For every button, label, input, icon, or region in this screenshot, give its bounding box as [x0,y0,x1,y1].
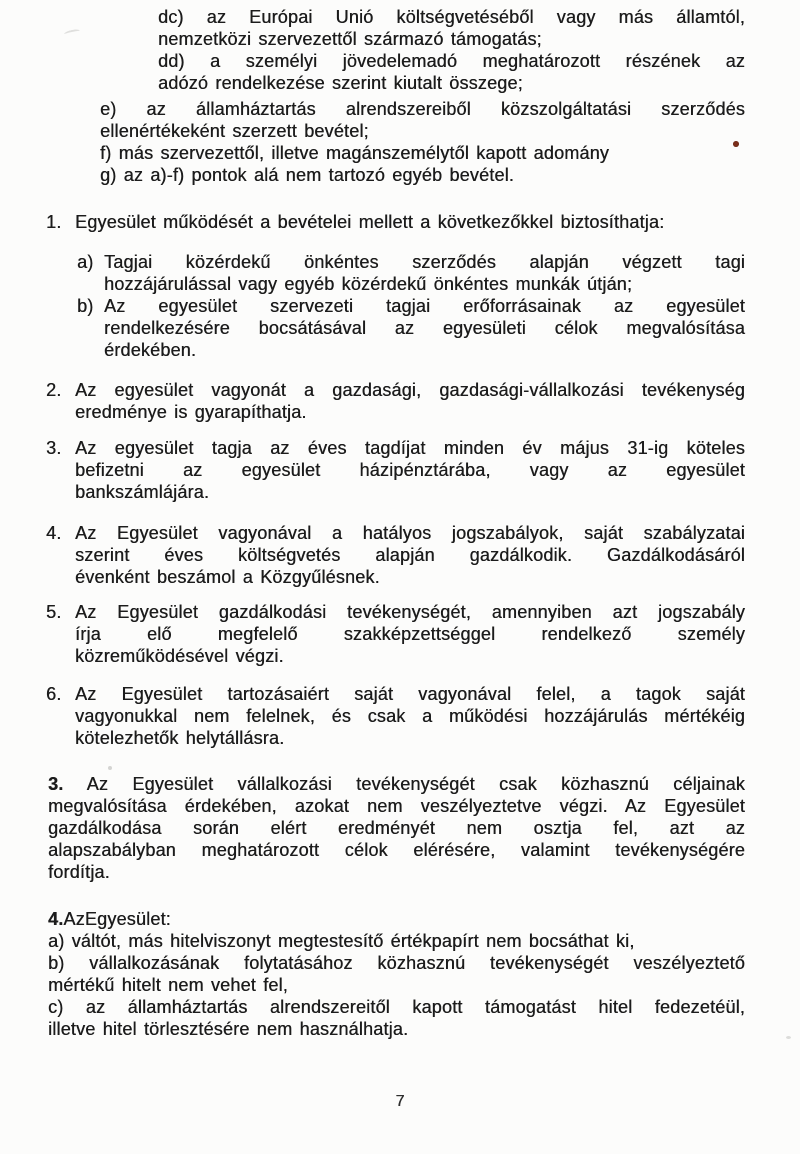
scan-smudge [786,1036,791,1039]
text-line: illetve hitel törlesztésére nem használhatja. [48,1019,409,1039]
text-line: alapszabályban meghatározott célok elérésére, valamint tevékenységére [48,840,745,860]
text-line: hozzájárulással vagy egyéb közérdekű önkéntes munkák útján; [104,274,633,294]
text-line: Tagjai közérdekű önkéntes szerződés alapján végzett tagi [104,252,745,272]
text-line: Az Egyesület gazdálkodási tevékenységét, amennyiben azt jogszabály [75,602,745,622]
numbered-item-4 [46,522,745,588]
text-line: eredménye is gyarapíthatja. [75,402,307,422]
list-marker: a) [77,252,94,272]
text-line: c) az államháztartás alrendszereitől kapott támogatást hitel fedezetéül, [48,997,745,1017]
list-item-f [100,142,745,164]
section-3-paragraph [48,773,745,883]
numbered-item-5 [46,601,745,667]
numbered-item-1 [46,211,745,233]
section-4-heading [48,908,745,930]
text-line: szerint éves költségvetés alapján gazdálkodik. Gazdálkodásáról [75,545,745,565]
section-4-item-a [48,930,745,952]
scan-smudge [64,28,81,36]
scan-smudge [108,766,112,770]
text-line: fordítja. [48,862,110,882]
text-line: Az Egyesület tartozásaiért saját vagyonával felel, a tagok saját [75,684,745,704]
text-line: dc) az Európai Unió költségvetéséből vagy más államtól, [158,7,745,27]
text-line: Az egyesület szervezeti tagjai erőforrásainak az egyesület [104,296,745,316]
item-lines [104,251,745,295]
text-line: mértékű hitelt nem vehet fel, [48,975,288,995]
text-line: nemzetközi szervezettől származó támogatás; [158,29,542,49]
item-lines [75,211,745,233]
list-item-g [100,164,745,186]
list-item-e [100,98,745,142]
item-lines [75,522,745,588]
text-line: a) váltót, más hitelviszonyt megtestesítő értékpapírt nem bocsáthat ki, [48,931,635,951]
section-4-item-b [48,952,745,996]
text-line: g) az a)-f) pontok alá nem tartozó egyéb bevétel. [100,165,515,185]
text-line: Egyesület működését a bevételei mellett a következőkkel biztosíthatja: [75,212,665,232]
list-marker: 1. [46,212,62,232]
page-number: 7 [395,1093,405,1110]
list-marker: b) [77,296,94,316]
text-line: érdekében. [104,340,197,360]
item-lines [75,683,745,749]
section-4-item-c [48,996,745,1040]
list-marker: 2. [46,380,62,400]
list-item-dc [158,6,745,50]
item-lines [75,379,745,423]
red-ink-dot [733,141,739,147]
item-lines [75,437,745,503]
list-marker: 4. [46,523,62,543]
item-lines [75,601,745,667]
text-line: évenként beszámol a Közgyűlésnek. [75,567,380,587]
text-line: dd) a személyi jövedelemadó meghatározott részének az [158,51,745,71]
text-line: f) más szervezettől, illetve magánszemélytől kapott adomány [100,143,610,163]
text-line: írja elő megfelelő szakképzettséggel rendelkező személy [75,624,745,644]
text-line: kötelezhetők helytállásra. [75,728,285,748]
text-line: megvalósítása érdekében, azokat nem veszélyeztetve végzi. Az Egyesület [48,796,745,816]
text-line: 3. Az Egyesület vállalkozási tevékenységét csak közhasznú céljainak [48,774,745,794]
text-line: rendelkezésére bocsátásával az egyesületi célok megvalósítása [104,318,745,338]
text-line: Az egyesület tagja az éves tagdíjat minden év május 31-ig köteles [75,438,745,458]
text-line: adózó rendelkezése szerint kiutalt összege; [158,73,523,93]
text-line: gazdálkodása során elért eredményét nem osztja fel, azt az [48,818,745,838]
text-line: ellenértékeként szerzett bevétel; [100,121,369,141]
text-line: 4.AzEgyesület: [48,909,171,929]
sub-item-b [77,295,745,361]
list-item-dd [158,50,745,94]
text-line: Az egyesület vagyonát a gazdasági, gazdasági-vállalkozási tevékenység [75,380,745,400]
numbered-item-3 [46,437,745,503]
sub-item-a [77,251,745,295]
text-line: b) vállalkozásának folytatásához közhasznú tevékenységét veszélyeztető [48,953,745,973]
text-line: vagyonukkal nem felelnek, és csak a működési hozzájárulás mértékéig [75,706,745,726]
item-lines [104,295,745,361]
text-line: Az Egyesület vagyonával a hatályos jogszabályok, saját szabályzatai [75,523,745,543]
numbered-item-6 [46,683,745,749]
list-marker: 5. [46,602,62,622]
text-line: e) az államháztartás alrendszereiből közszolgáltatási szerződés [100,99,745,119]
text-line: közreműködésével végzi. [75,646,284,666]
text-line: bankszámlájára. [75,482,210,502]
numbered-item-2 [46,379,745,423]
list-marker: 3. [46,438,62,458]
text-line: befizetni az egyesület házipénztárába, vagy az egyesület [75,460,745,480]
list-marker: 6. [46,684,62,704]
